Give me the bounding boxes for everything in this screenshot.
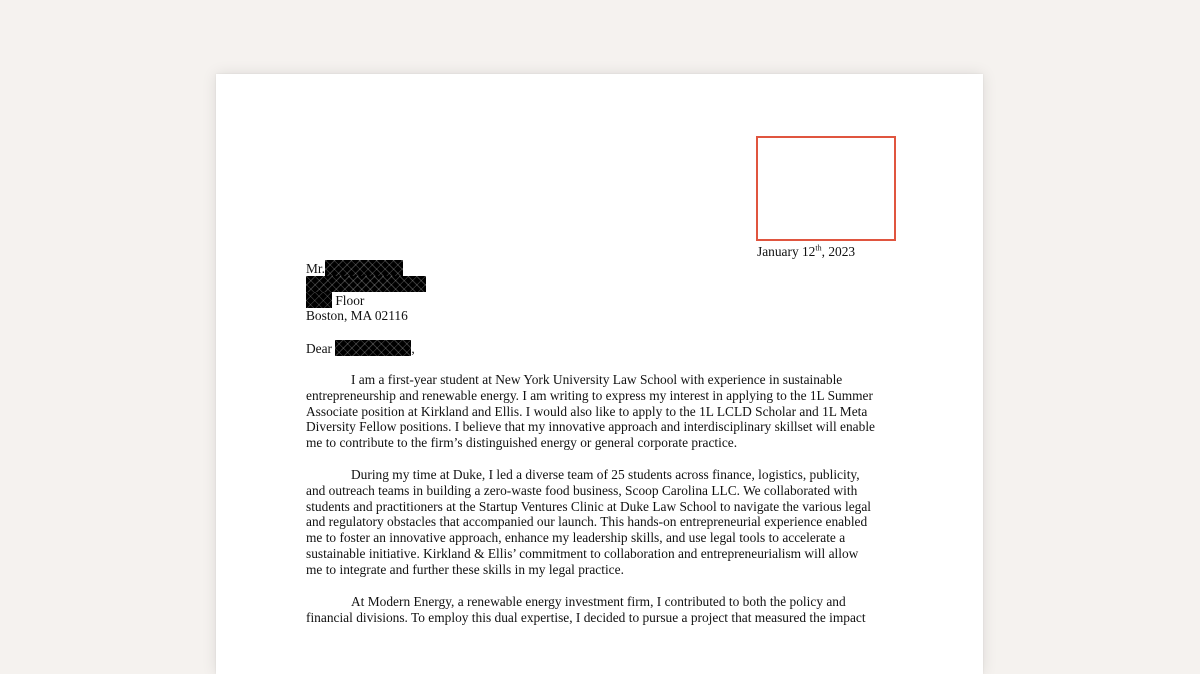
paragraph-3 (306, 594, 896, 626)
greeting-prefix: Dear (306, 341, 333, 356)
redacted-floor-number (306, 292, 332, 308)
document-page (216, 74, 983, 674)
redacted-greeting-name (335, 340, 411, 356)
recipient-address-line-2 (306, 292, 364, 309)
paragraph-line: and outreach teams in building a zero-waste food business, Scoop Carolina LLC. We collaborated with (306, 482, 858, 498)
paragraph-line: sustainable initiative. Kirkland & Ellis’ commitment to collaboration and entrepreneurialism will allow (306, 545, 859, 561)
paragraph-line: entrepreneurship and renewable energy. I am writing to express my interest in applying to the 1L Summer (306, 387, 873, 403)
greeting-line (306, 340, 415, 357)
paragraph-line: Associate position at Kirkland and Ellis. I would also like to apply to the 1L LCLD Scholar and 1L Meta (306, 403, 868, 419)
paragraph-line: financial divisions. To employ this dual expertise, I decided to pursue a project that measured the impact (306, 609, 866, 625)
date-year: , 2023 (821, 244, 856, 259)
recipient-name-line (306, 260, 403, 277)
redacted-street (306, 276, 426, 292)
paragraph-line: students and practitioners at the Startup Ventures Clinic at Duke Law School to navigate the various legal (306, 498, 871, 514)
date-day: January 12 (757, 244, 816, 259)
date-suffix: th (815, 243, 822, 253)
redacted-name (325, 260, 403, 276)
letter-date (757, 244, 855, 260)
paragraph-line: During my time at Duke, I led a diverse team of 25 students across finance, logistics, publicity, (351, 467, 860, 482)
paragraph-line: Diversity Fellow positions. I believe that my innovative approach and interdisciplinary skillset will enable (306, 419, 875, 435)
paragraph-line: me to integrate and further these skills in my legal practice. (306, 561, 624, 577)
photo-placeholder-box (756, 136, 896, 241)
recipient-address-line-1 (306, 276, 426, 293)
paragraph-1 (306, 372, 896, 451)
paragraph-line: I am a first-year student at New York University Law School with experience in sustainable (351, 372, 843, 387)
paragraph-line: me to foster an innovative approach, enhance my leadership skills, and use legal tools to accelerate a (306, 530, 846, 546)
recipient-city-line: Boston, MA 02116 (306, 308, 408, 323)
paragraph-line: and regulatory obstacles that accompanied our launch. This hands-on entrepreneurial experience enabled (306, 514, 868, 530)
recipient-prefix: Mr. (306, 261, 325, 276)
paragraph-line: At Modern Energy, a renewable energy investment firm, I contributed to both the policy and (351, 594, 846, 609)
paragraph-line: me to contribute to the firm’s distinguished energy or general corporate practice. (306, 435, 738, 451)
paragraph-2 (306, 467, 896, 578)
greeting-suffix: , (411, 341, 415, 356)
floor-label: Floor (335, 293, 365, 308)
